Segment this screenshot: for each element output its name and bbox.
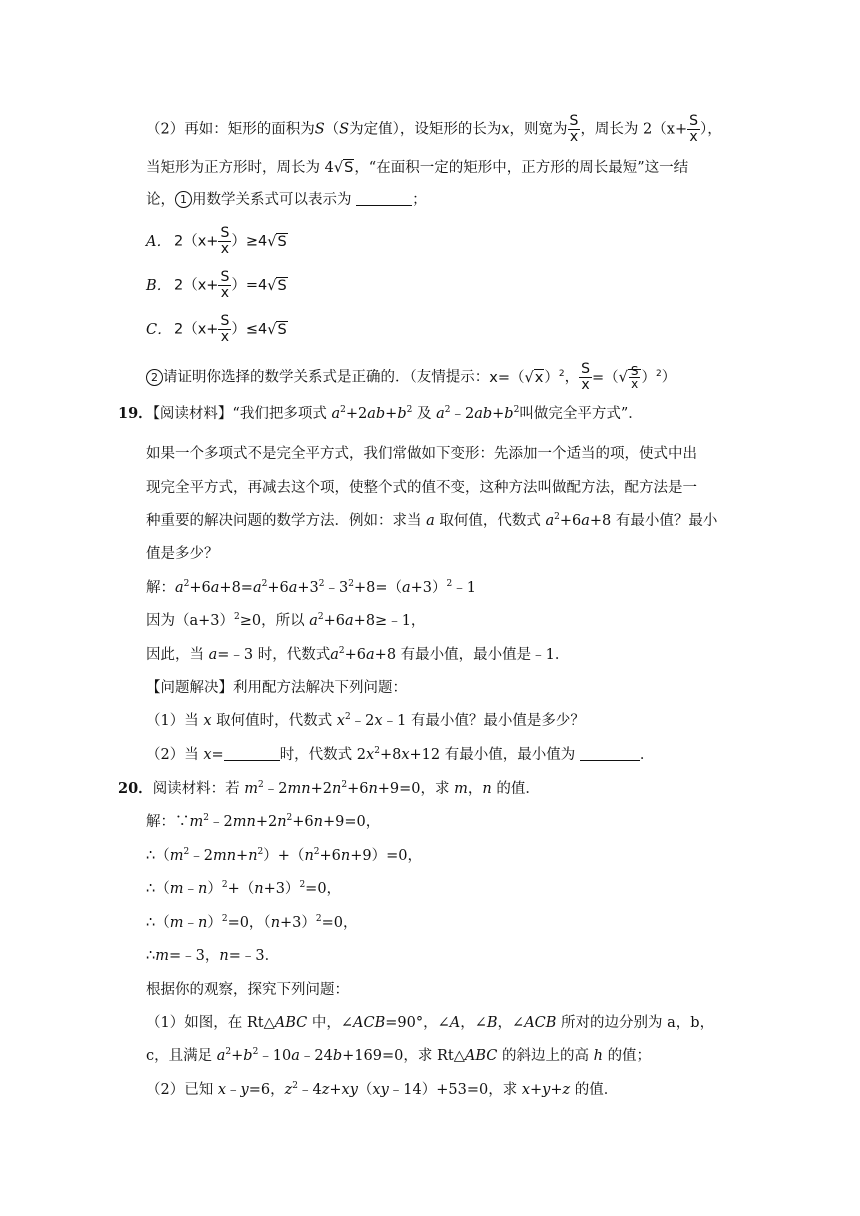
circled-number-2: 2 [146,369,163,386]
q19-paragraph-line1: 如果一个多项式不是完全平方式，我们常做如下变形：先添加一个适当的项，使式中出 [146,446,697,462]
q20-intro: 20．阅读材料：若 $m^2﹣2mn+2n^2+6n+9=0$，求 m，n 的值． [118,780,540,797]
q19-question-2: （2）当 x= 时，代数式 $2x^2+8x+12$ 有最小值，最小值为 ． [146,746,655,763]
sqrt-symbol: √S [267,321,287,338]
q18-proof-line: 2 请证明你选择的数学关系式是正确的．（友情提示：$x=(√x)^2$， $\frac{S}{x}$ =（√ $\frac{S}{x}$ ）$^2$） [146,362,676,393]
circled-number-1: 1 [175,191,192,208]
q20-question-2: （2）已知 x﹣y=6，$z^2﹣4z+xy(xy﹣14)+53=0$，求 x+y+z 的值． [146,1081,619,1098]
q19-question-1: （1）当 x 取何值时，代数式 $x^2﹣2x﹣1$ 有最小值？最小值是多少？ [146,712,585,729]
q18-part2-line2: 当矩形为正方形时，周长为 4√S，“在面积一定的矩形中，正方形的周长最短”这一结 [146,160,689,176]
q20-question-1-line2: c，且满足 $a^2+b^2﹣10a﹣24b+169=0$，求 Rt△ABC 的斜边上的高 h 的值； [146,1047,652,1064]
sqrt-symbol: √S [267,233,287,250]
option-a: A． 2（x+ $\frac{S}{x}$ ）≥4√S [146,225,287,257]
q20-step-2: $\therefore(m^2﹣2mn+n^2)+(n^2+6n+9)=0$， [146,847,422,864]
q18-part2-line1: （2）再如：矩形的面积为S（S为定值），设矩形的长为x，则宽为 $\frac{S}{x}$ ，周长为 2（x+ $\frac{S}{x}$ ）， [146,113,722,145]
q19-paragraph-line4: 值是多少？ [146,546,219,562]
sqrt-symbol: √S [333,160,354,176]
q20-step-4: ∴（m﹣n）$^2$=0，$(n+3)^2=0$， [146,914,358,931]
q19-therefore-line: 因此，当 a=﹣3 时，代数式$a^2+6a+8$ 有最小值，最小值是﹣1． [146,646,570,663]
q19-intro: 19．【阅读材料】“我们把多项式 $a^2+2ab+b^2$ 及 $a^2﹣2ab+b^2$叫做完全平方式”． [118,405,643,422]
q20-question-1-line1: （1）如图，在 Rt△ABC 中，∠ACB=90°，∠A，∠B，∠ACB 所对的边分别为 a，b， [146,1015,715,1031]
q19-paragraph-line2: 现完全平方式，再减去这个项，使整个式的值不变，这种方法叫做配方法，配方法是一 [146,480,697,496]
q19-paragraph-line3: 种重要的解决问题的数学方法．例如：求当 a 取何值，代数式 $a^2+6a+8$ 有最小值？最小 [146,512,718,529]
q20-step-1: 解：$\because m^2﹣2mn+2n^2+6n+9=0$， [146,813,381,830]
q18-part2-line3: 论， 1 用数学关系式可以表示为 ； [146,192,427,208]
fraction-s-over-x: $\frac{S}{x}$ [569,113,579,145]
fraction-s-over-x: $\frac{S}{x}$ [689,113,698,145]
answer-blank [224,746,280,761]
q19-problem-heading: 【问题解决】利用配方法解决下列问题： [146,680,407,696]
q19-solution-line: 解：$a^2+6a+8=a^2+6a+3^2﹣3^2+8=(a+3)^2﹣1$ [146,579,476,596]
q19-because-line: 因为$(a+3)^2\ge 0$，所以 $a^2+6a+8\ge﹣1$， [146,612,426,629]
q20-step-3: $\therefore(m﹣n)^2+(n+3)^2=0$， [146,880,342,897]
sqrt-symbol: √S [267,277,287,294]
q20-step-5: ∴m=﹣3，n=﹣3． [146,948,280,964]
option-b: B． 2（x+ $\frac{S}{x}$ ）=4√S [146,269,287,301]
answer-blank [356,191,412,206]
q20-observe: 根据你的观察，探究下列问题： [146,982,349,998]
option-c: C． 2（x+ $\frac{S}{x}$ ）≤4√S [146,313,287,345]
answer-blank [580,746,640,761]
